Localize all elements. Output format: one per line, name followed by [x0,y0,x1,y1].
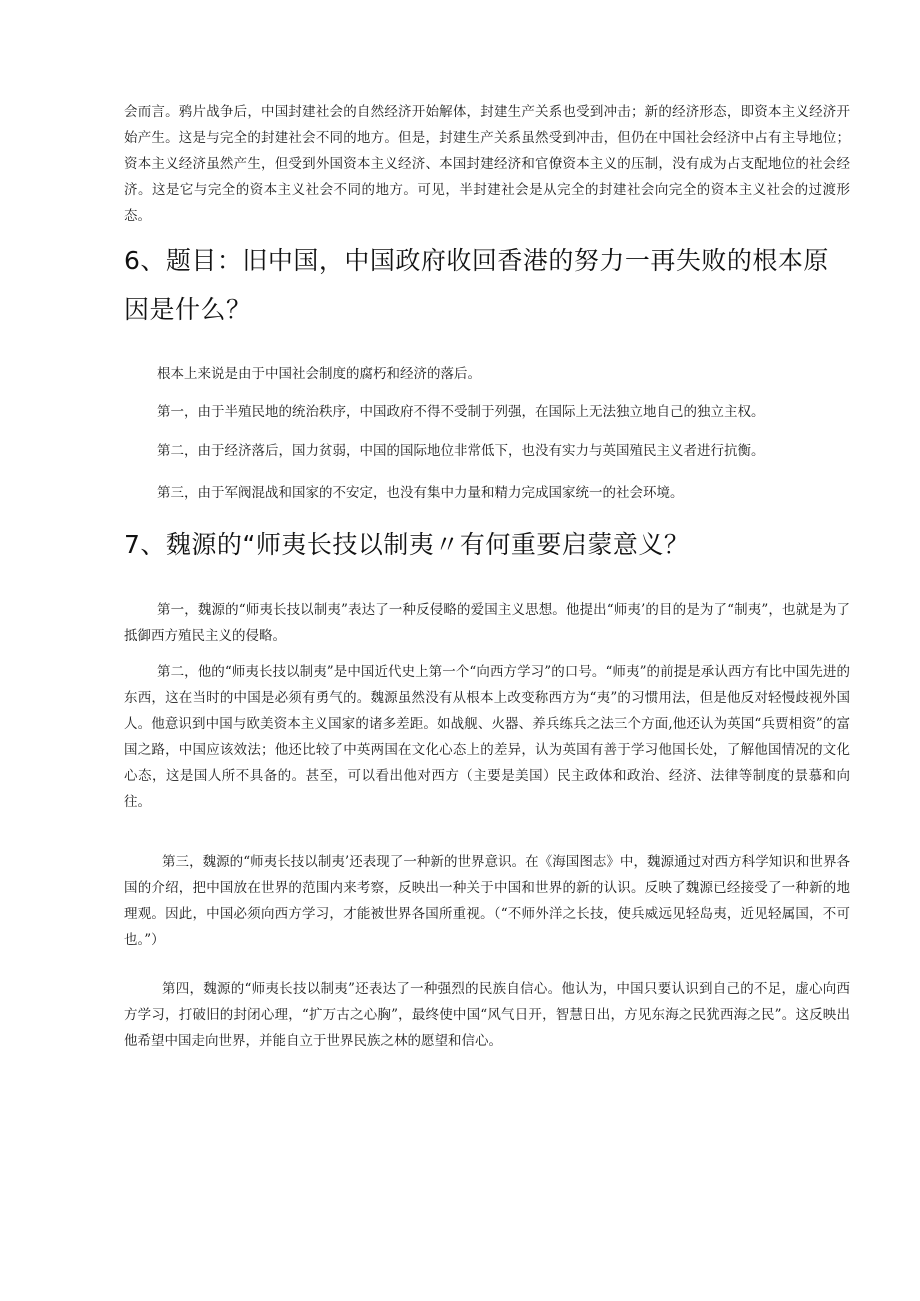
section-7-paragraph: 第二，他的“师夷长技以制夷”是中国近代史上第一个“向西方学习”的口号。“师夷”的前提是承认西方有比中国先进的东西，这在当时的中国是必须有勇气的。魏源虽然没有从根本上改变称西方为“夷”的习惯用法，但是他反对轻慢歧视外国人。他意识到中国与欧美资本主义国家的诸多差距。如战舰、火器、养兵练兵之法三个方面,他还认为英国“兵贾相资”的富国之路，中国应该效法；他还比较了中英两国在文化心态上的差异，认为英国有善于学习他国长处，了解他国情况的文化心态，这是国人所不具备的。甚至，可以看出他对西方（主要是美国）民主政体和政治、经济、法律等制度的景慕和向往。 [124,664,850,810]
section-6-line: 第二，由于经济落后，国力贫弱，中国的国际地位非常低下，也没有实力与英国殖民主义者进行抗衡。 [157,443,765,459]
section-6-line: 第一，由于半殖民地的统治秩序，中国政府不得不受制于列强，在国际上无法独立地自己的独立主权。 [157,404,765,420]
intro-paragraph: 会而言。鸦片战争后，中国封建社会的自然经济开始解体，封建生产关系也受到冲击；新的经济形态，即资本主义经济开始产生。这是与完全的封建社会不同的地方。但是，封建生产关系虽然受到冲击，但仍在中国社会经济中占有主导地位；资本主义经济虽然产生，但受到外国资本主义经济、本国封建经济和官僚资本主义的压制，没有成为占支配地位的社会经济。这是它与完全的资本主义社会不同的地方。可见，半封建社会是从完全的封建社会向完全的资本主义社会的过渡形态。 [124,104,850,224]
section-6-line: 第三，由于军阀混战和国家的不安定，也没有集中力量和精力完成国家统一的社会环境。 [157,485,684,501]
section-7-paragraph: 第四，魏源的“师夷长技以制夷”还表达了一种强烈的民族自信心。他认为，中国只要认识到自己的不足，虚心向西方学习，打破旧的封闭心理，“扩万古之心胸”，最终使中国“风气日开，智慧日出，方见东海之民犹西海之民”。这反映出他希望中国走向世界，并能自立于世界民族之林的愿望和信心。 [124,981,850,1049]
section-6-line: 根本上来说是由于中国社会制度的腐朽和经济的落后。 [157,366,481,382]
section-7-paragraph: 第三，魏源的“师夷长技以制夷’还表现了一种新的世界意识。在《海国图志》中，魏源通过对西方科学知识和世界各国的介绍，把中国放在世界的范围内来考察，反映出一种关于中国和世界的新的认识。反映了魏源已经接受了一种新的地理观。因此，中国必须向西方学习，才能被世界各国所重视。（“不师外洋之长技，使兵威远见轻岛夷，近见轻属国，不可也。”） [124,854,850,948]
section-7-heading: 7、魏源的“师夷长技以制夷〃有何重要启蒙意义？ [124,530,690,559]
section-6-heading: 6、题目：旧中国，中国政府收回香港的努力一再失败的根本原因是什么？ [124,246,829,324]
section-7-paragraph: 第一，魏源的“师夷长技以制夷”表达了一种反侵略的爱国主义思想。他提出“师夷’的目的是为了“制夷”，也就是为了抵御西方殖民主义的侵略。 [124,602,850,644]
